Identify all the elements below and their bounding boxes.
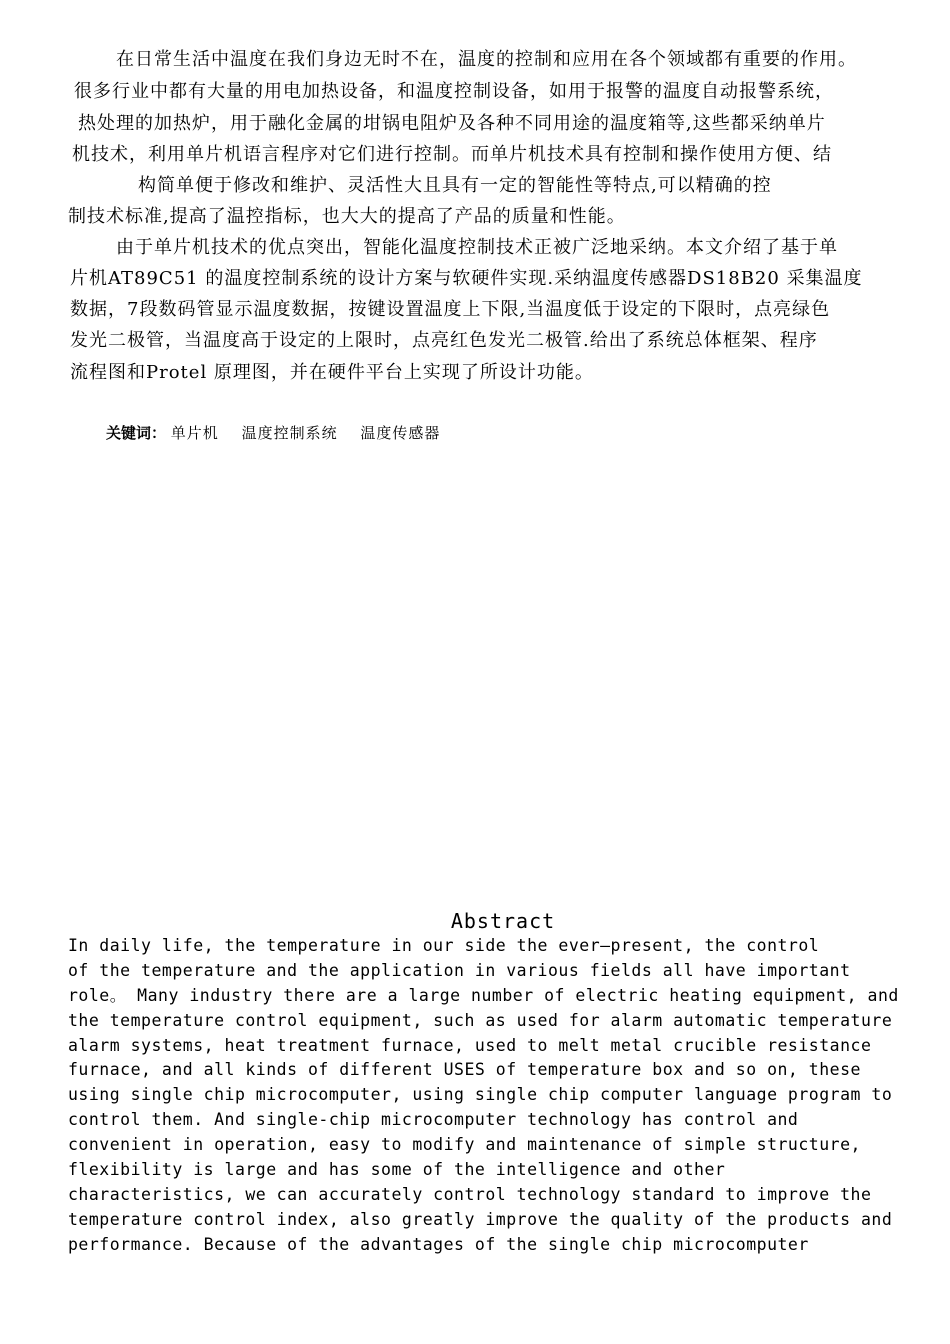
cn-p1-line: 构简单便于修改和维护、灵活性大且具有一定的智能性等特点,可以精确的控: [138, 175, 772, 196]
en-abstract-line: role。 Many industry there are a large number of electric heating equipment, and: [68, 986, 899, 1005]
cn-p1-line: 在日常生活中温度在我们身边无时不在，温度的控制和应用在各个领域都有重要的作用。: [116, 49, 857, 70]
en-abstract-line: alarm systems, heat treatment furnace, used to melt metal crucible resistance: [68, 1036, 872, 1055]
cn-p1-line: 热处理的加热炉，用于融化金属的坩锅电阻炉及各种不同用途的温度箱等,这些都采纳单片: [78, 113, 826, 134]
en-abstract-line: performance. Because of the advantages of the single chip microcomputer: [68, 1235, 809, 1254]
keywords-line: [106, 422, 458, 444]
cn-p2-line: 片机AT89C51 的温度控制系统的设计方案与软硬件实现.采纳温度传感器DS18B20 采集温度: [70, 268, 863, 289]
cn-p1-line: 很多行业中都有大量的用电加热设备，和温度控制设备，如用于报警的温度自动报警系统，: [74, 81, 834, 102]
cn-p2-line: 数据，7段数码管显示温度数据，按键设置温度上下限,当温度低于设定的下限时，点亮绿色: [70, 299, 831, 320]
abstract-title: Abstract: [450, 909, 556, 933]
en-abstract-line: of the temperature and the application in various fields all have important: [68, 961, 851, 980]
en-abstract-line: convenient in operation, easy to modify and maintenance of simple structure,: [68, 1135, 861, 1154]
cn-p2-line: 由于单片机技术的优点突出，智能化温度控制技术正被广泛地采纳。本文介绍了基于单: [116, 237, 838, 258]
en-abstract-line: characteristics, we can accurately control technology standard to improve the: [68, 1185, 872, 1204]
cn-p2-line: 流程图和Protel 原理图，并在硬件平台上实现了所设计功能。: [70, 362, 594, 383]
keywords-label: 关键词：: [106, 424, 167, 442]
cn-p2-line: 发光二极管，当温度高于设定的上限时，点亮红色发光二极管.给出了系统总体框架、程序: [70, 330, 818, 351]
en-abstract-line: control them. And single-chip microcomputer technology has control and: [68, 1110, 799, 1129]
en-abstract-line: using single chip microcomputer, using single chip computer language program to: [68, 1085, 893, 1104]
keyword: 温度控制系统: [241, 424, 338, 442]
keyword: 温度传感器: [360, 424, 441, 442]
keyword: 单片机: [170, 424, 219, 442]
en-abstract-line: the temperature control equipment, such as used for alarm automatic temperature: [68, 1011, 893, 1030]
en-abstract-line: In daily life, the temperature in our side the ever—present, the control: [68, 936, 820, 955]
en-abstract-line: flexibility is large and has some of the intelligence and other: [68, 1160, 726, 1179]
en-abstract-line: furnace, and all kinds of different USES of temperature box and so on, these: [68, 1060, 861, 1079]
cn-p1-line: 机技术，利用单片机语言程序对它们进行控制。而单片机技术具有控制和操作使用方便、结: [72, 144, 832, 165]
cn-p1-line: 制技术标准,提高了温控指标，也大大的提高了产品的质量和性能。: [68, 206, 626, 227]
en-abstract-line: temperature control index, also greatly improve the quality of the products and: [68, 1210, 893, 1229]
